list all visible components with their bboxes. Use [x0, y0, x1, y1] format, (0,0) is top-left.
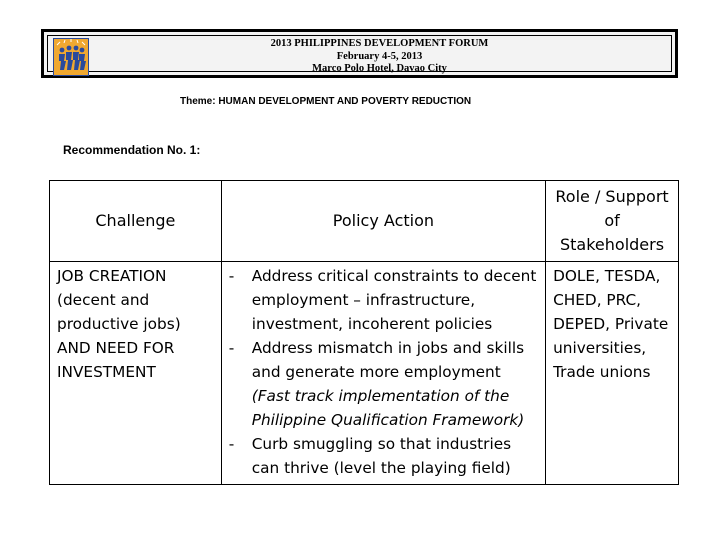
column-header-policy-action: Policy Action [221, 181, 545, 262]
stakeholders-text: DOLE, TESDA, CHED, PRC, DEPED, Private universities, Trade unions [553, 267, 669, 381]
stakeholders-header-text: Role / Support of Stakeholders [555, 187, 669, 254]
stakeholders-cell [546, 262, 679, 485]
policy-action-note: (Fast track implementation of the Philippine Qualification Framework) [251, 387, 525, 429]
forum-venue: Marco Polo Hotel, Davao City [312, 63, 447, 74]
policy-action-text: Address critical constraints to decent employment – infrastructure, investment, incoherent policies [251, 267, 537, 333]
challenge-cell [50, 262, 222, 485]
recommendation-table [49, 180, 679, 485]
policy-action-cell [221, 262, 545, 485]
header-banner [41, 29, 678, 78]
challenge-text: JOB CREATION (decent and productive jobs) AND NEED FOR INVESTMENT [57, 267, 181, 381]
list-item [222, 264, 539, 336]
column-header-stakeholders [546, 181, 679, 262]
header-banner-frame [47, 35, 672, 72]
column-header-challenge: Challenge [50, 181, 222, 262]
forum-title-block [88, 38, 671, 76]
policy-action-text: Curb smuggling so that industries can thrive (level the playing field) [251, 435, 512, 477]
policy-action-list [222, 262, 545, 484]
forum-dates: February 4-5, 2013 [336, 50, 423, 62]
table-header-row [50, 181, 679, 262]
table-row [50, 262, 679, 485]
theme-heading: Theme: HUMAN DEVELOPMENT AND POVERTY REDUCTION [180, 96, 472, 107]
forum-title: 2013 PHILIPPINES DEVELOPMENT FORUM [270, 38, 489, 49]
list-item [222, 336, 539, 432]
list-item [222, 432, 539, 480]
forum-logo-people-icon [53, 38, 89, 76]
recommendation-heading: Recommendation No. 1: [63, 143, 201, 157]
policy-action-text: Address mismatch in jobs and skills and generate more employment [251, 339, 525, 381]
